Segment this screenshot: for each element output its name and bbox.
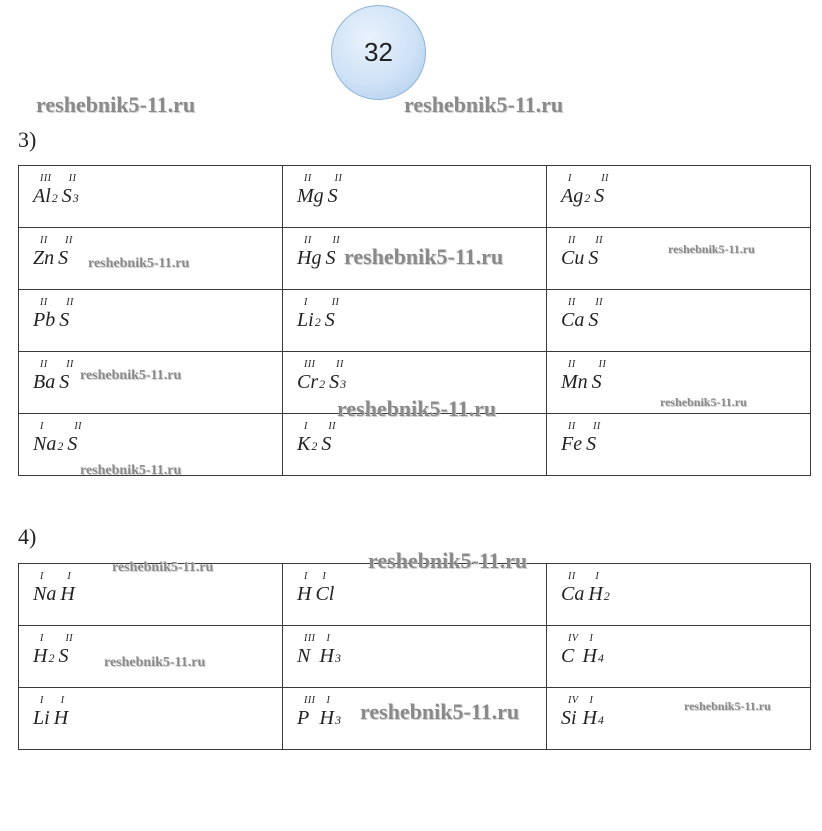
- table-row: [19, 166, 811, 228]
- valence-label: I: [322, 571, 327, 582]
- valence-label: II: [68, 173, 77, 184]
- valence-label: I: [326, 633, 331, 644]
- section-4-label: 4): [18, 524, 37, 549]
- formula-cell: [19, 166, 283, 228]
- element-subscript: 4: [597, 713, 604, 727]
- formula-element: [561, 359, 588, 393]
- valence-label: II: [65, 235, 73, 246]
- formula-cell: [547, 688, 811, 750]
- element-symbol: S: [67, 433, 78, 455]
- valence-label: II: [568, 359, 576, 370]
- formula-element: [325, 297, 340, 331]
- element-symbol: S: [61, 185, 72, 207]
- chemical-formula: [561, 633, 608, 667]
- element-symbol: H: [60, 583, 75, 605]
- chemical-formula: [561, 297, 607, 331]
- chemical-formula: [561, 421, 605, 455]
- section-3-label: 3): [18, 127, 37, 152]
- valence-label: II: [65, 633, 74, 644]
- valence-label: II: [66, 297, 74, 308]
- element-symbol: Cl: [315, 583, 335, 605]
- chemical-formula: [297, 235, 344, 269]
- watermark: reshebnik5-11.ru: [337, 396, 497, 421]
- valence-label: II: [40, 359, 48, 370]
- chemical-formula: [33, 297, 78, 331]
- element-symbol: Na: [33, 583, 57, 605]
- formula-element: [54, 695, 68, 729]
- valence-label: II: [332, 235, 341, 246]
- formula-element: [297, 633, 316, 667]
- element-subscript: 3: [340, 377, 347, 391]
- element-symbol: N: [297, 645, 311, 667]
- chemical-formula: [561, 173, 613, 207]
- valence-label: II: [40, 235, 48, 246]
- formula-element: [33, 695, 50, 729]
- valence-label: II: [598, 359, 607, 370]
- formula-element: [62, 173, 79, 207]
- chemical-formula: [33, 173, 83, 207]
- watermark: reshebnik5-11.ru: [88, 256, 190, 271]
- formula-element: [315, 571, 334, 605]
- element-subscript: 3: [334, 713, 341, 727]
- formula-element: [588, 571, 609, 605]
- element-symbol: Ca: [561, 583, 585, 605]
- valence-label: I: [589, 695, 594, 706]
- formula-cell: [19, 688, 283, 750]
- watermark: reshebnik5-11.ru: [668, 242, 755, 256]
- element-symbol: H: [588, 583, 603, 605]
- formula-cell: [283, 290, 547, 352]
- chemical-formula: [561, 359, 610, 393]
- watermark: reshebnik5-11.ru: [80, 368, 182, 383]
- valence-label: I: [40, 421, 44, 432]
- formula-element: [321, 421, 336, 455]
- element-symbol: S: [58, 247, 69, 269]
- sulfides-table: [18, 165, 811, 476]
- chemical-formula: [33, 571, 79, 605]
- formula-cell: [547, 290, 811, 352]
- page-number: 32: [364, 37, 393, 67]
- formula-element: [297, 421, 317, 455]
- valence-label: II: [40, 297, 48, 308]
- valence-label: II: [568, 235, 576, 246]
- formula-element: [67, 421, 82, 455]
- formula-element: [582, 633, 603, 667]
- valence-label: II: [66, 359, 74, 370]
- formula-element: [588, 235, 603, 269]
- formula-element: [561, 633, 578, 667]
- element-subscript: 4: [597, 651, 604, 665]
- formula-element: [325, 235, 340, 269]
- valence-label: II: [328, 421, 337, 432]
- valence-label: II: [593, 421, 601, 432]
- formula-element: [582, 695, 603, 729]
- watermark: reshebnik5-11.ru: [684, 699, 771, 713]
- element-symbol: S: [59, 309, 70, 331]
- formula-cell: [547, 564, 811, 626]
- formula-element: [297, 695, 316, 729]
- watermark: reshebnik5-11.ru: [112, 560, 214, 575]
- formula-element: [588, 297, 603, 331]
- valence-label: I: [40, 571, 44, 582]
- page-number-badge: [331, 5, 426, 100]
- formula-element: [59, 297, 74, 331]
- formula-element: [329, 359, 346, 393]
- valence-label: II: [595, 235, 604, 246]
- watermark: reshebnik5-11.ru: [360, 699, 520, 724]
- valence-label: IV: [568, 633, 579, 644]
- element-symbol: Na: [33, 433, 57, 455]
- chemical-formula: [297, 421, 340, 455]
- valence-label: II: [74, 421, 83, 432]
- element-symbol: C: [561, 645, 575, 667]
- chemical-formula: [297, 173, 346, 207]
- element-symbol: S: [586, 433, 597, 455]
- watermark: reshebnik5-11.ru: [36, 92, 196, 117]
- formula-element: [586, 421, 601, 455]
- watermark: reshebnik5-11.ru: [368, 548, 528, 573]
- valence-label: II: [601, 173, 609, 184]
- valence-label: IV: [568, 695, 579, 706]
- table-row: [19, 290, 811, 352]
- formula-element: [60, 571, 74, 605]
- formula-element: [561, 695, 578, 729]
- formula-element: [561, 173, 590, 207]
- element-symbol: S: [327, 185, 338, 207]
- valence-label: I: [568, 173, 572, 184]
- formula-cell: [283, 626, 547, 688]
- chemical-formula: [33, 421, 86, 455]
- element-subscript: 2: [51, 191, 58, 205]
- valence-label: III: [304, 695, 316, 706]
- valence-label: III: [304, 359, 316, 370]
- element-symbol: Ag: [561, 185, 584, 207]
- element-symbol: Hg: [297, 247, 322, 269]
- chemical-formula: [297, 633, 345, 667]
- formula-cell: [547, 228, 811, 290]
- element-subscript: 2: [314, 315, 321, 329]
- element-subscript: 3: [334, 651, 341, 665]
- formula-element: [561, 421, 582, 455]
- element-subscript: 2: [584, 191, 591, 205]
- valence-label: I: [589, 633, 594, 644]
- valence-label: I: [304, 421, 308, 432]
- element-symbol: Li: [297, 309, 314, 331]
- valence-label: II: [331, 297, 340, 308]
- watermark: reshebnik5-11.ru: [404, 92, 564, 117]
- formula-cell: [547, 166, 811, 228]
- chemical-formula: [33, 633, 77, 667]
- element-symbol: P: [297, 707, 310, 729]
- valence-label: I: [40, 633, 44, 644]
- element-symbol: K: [297, 433, 311, 455]
- element-symbol: H: [33, 645, 48, 667]
- formula-element: [33, 297, 55, 331]
- valence-label: I: [595, 571, 600, 582]
- chemical-formula: [297, 695, 345, 729]
- formula-element: [58, 235, 73, 269]
- valence-label: I: [67, 571, 72, 582]
- element-subscript: 2: [311, 439, 318, 453]
- formula-element: [320, 633, 341, 667]
- element-subscript: 2: [57, 439, 64, 453]
- formula-element: [33, 235, 54, 269]
- element-symbol: S: [321, 433, 332, 455]
- formula-cell: [283, 414, 547, 476]
- element-symbol: H: [319, 645, 334, 667]
- formula-element: [59, 359, 74, 393]
- formula-element: [33, 173, 58, 207]
- valence-label: II: [568, 421, 576, 432]
- element-symbol: Ca: [561, 309, 585, 331]
- element-symbol: Mg: [297, 185, 324, 207]
- formula-element: [561, 571, 584, 605]
- valence-label: II: [568, 297, 576, 308]
- valence-label: I: [304, 571, 308, 582]
- chemical-formula: [297, 297, 343, 331]
- valence-label: II: [304, 173, 312, 184]
- valence-label: I: [60, 695, 65, 706]
- watermark: reshebnik5-11.ru: [660, 395, 747, 409]
- element-symbol: S: [588, 309, 599, 331]
- chemical-formula: [297, 359, 350, 393]
- valence-label: I: [304, 297, 308, 308]
- element-symbol: Pb: [33, 309, 56, 331]
- element-symbol: Si: [561, 707, 577, 729]
- formula-cell: [547, 626, 811, 688]
- element-symbol: Ba: [33, 371, 56, 393]
- formula-cell: [19, 290, 283, 352]
- chemical-formula: [33, 359, 78, 393]
- formula-element: [328, 173, 343, 207]
- chemical-formula: [561, 235, 607, 269]
- element-symbol: H: [582, 645, 597, 667]
- element-symbol: S: [329, 371, 340, 393]
- element-symbol: Fe: [561, 433, 583, 455]
- element-symbol: S: [59, 371, 70, 393]
- formula-element: [561, 297, 584, 331]
- valence-label: I: [326, 695, 331, 706]
- element-symbol: Zn: [33, 247, 55, 269]
- formula-element: [297, 297, 321, 331]
- formula-element: [58, 633, 73, 667]
- element-subscript: 2: [319, 377, 326, 391]
- element-symbol: S: [58, 645, 69, 667]
- formula-element: [297, 359, 325, 393]
- element-subscript: 2: [603, 589, 610, 603]
- valence-label: III: [40, 173, 52, 184]
- element-symbol: S: [324, 309, 335, 331]
- element-symbol: S: [594, 185, 605, 207]
- formula-element: [297, 235, 321, 269]
- valence-label: II: [304, 235, 312, 246]
- watermark: reshebnik5-11.ru: [104, 655, 206, 670]
- formula-element: [33, 421, 63, 455]
- formula-element: [594, 173, 609, 207]
- chemical-formula: [561, 571, 614, 605]
- element-symbol: Al: [33, 185, 51, 207]
- element-symbol: Mn: [561, 371, 588, 393]
- element-symbol: S: [325, 247, 336, 269]
- formula-element: [33, 633, 54, 667]
- formula-element: [561, 235, 584, 269]
- chemical-formula: [561, 695, 608, 729]
- element-symbol: H: [53, 707, 69, 729]
- watermark: reshebnik5-11.ru: [80, 463, 182, 478]
- element-subscript: 3: [72, 191, 79, 205]
- watermark: reshebnik5-11.ru: [344, 244, 504, 269]
- chemical-formula: [33, 695, 72, 729]
- element-symbol: Cr: [297, 371, 319, 393]
- element-symbol: H: [582, 707, 597, 729]
- formula-element: [33, 571, 56, 605]
- valence-label: II: [568, 571, 576, 582]
- element-symbol: Cu: [561, 247, 585, 269]
- valence-label: II: [595, 297, 604, 308]
- valence-label: III: [304, 633, 316, 644]
- chemical-formula: [297, 571, 338, 605]
- element-symbol: S: [591, 371, 602, 393]
- element-symbol: Li: [33, 707, 50, 729]
- valence-label: II: [334, 173, 343, 184]
- formula-element: [592, 359, 607, 393]
- formula-cell: [547, 414, 811, 476]
- valence-label: II: [336, 359, 344, 370]
- element-subscript: 2: [48, 651, 55, 665]
- formula-element: [33, 359, 55, 393]
- formula-cell: [283, 166, 547, 228]
- formula-element: [297, 571, 311, 605]
- element-symbol: H: [297, 583, 312, 605]
- formula-element: [320, 695, 341, 729]
- element-symbol: H: [319, 707, 334, 729]
- chemical-formula: [33, 235, 77, 269]
- element-symbol: S: [588, 247, 599, 269]
- valence-label: I: [40, 695, 44, 706]
- formula-element: [297, 173, 324, 207]
